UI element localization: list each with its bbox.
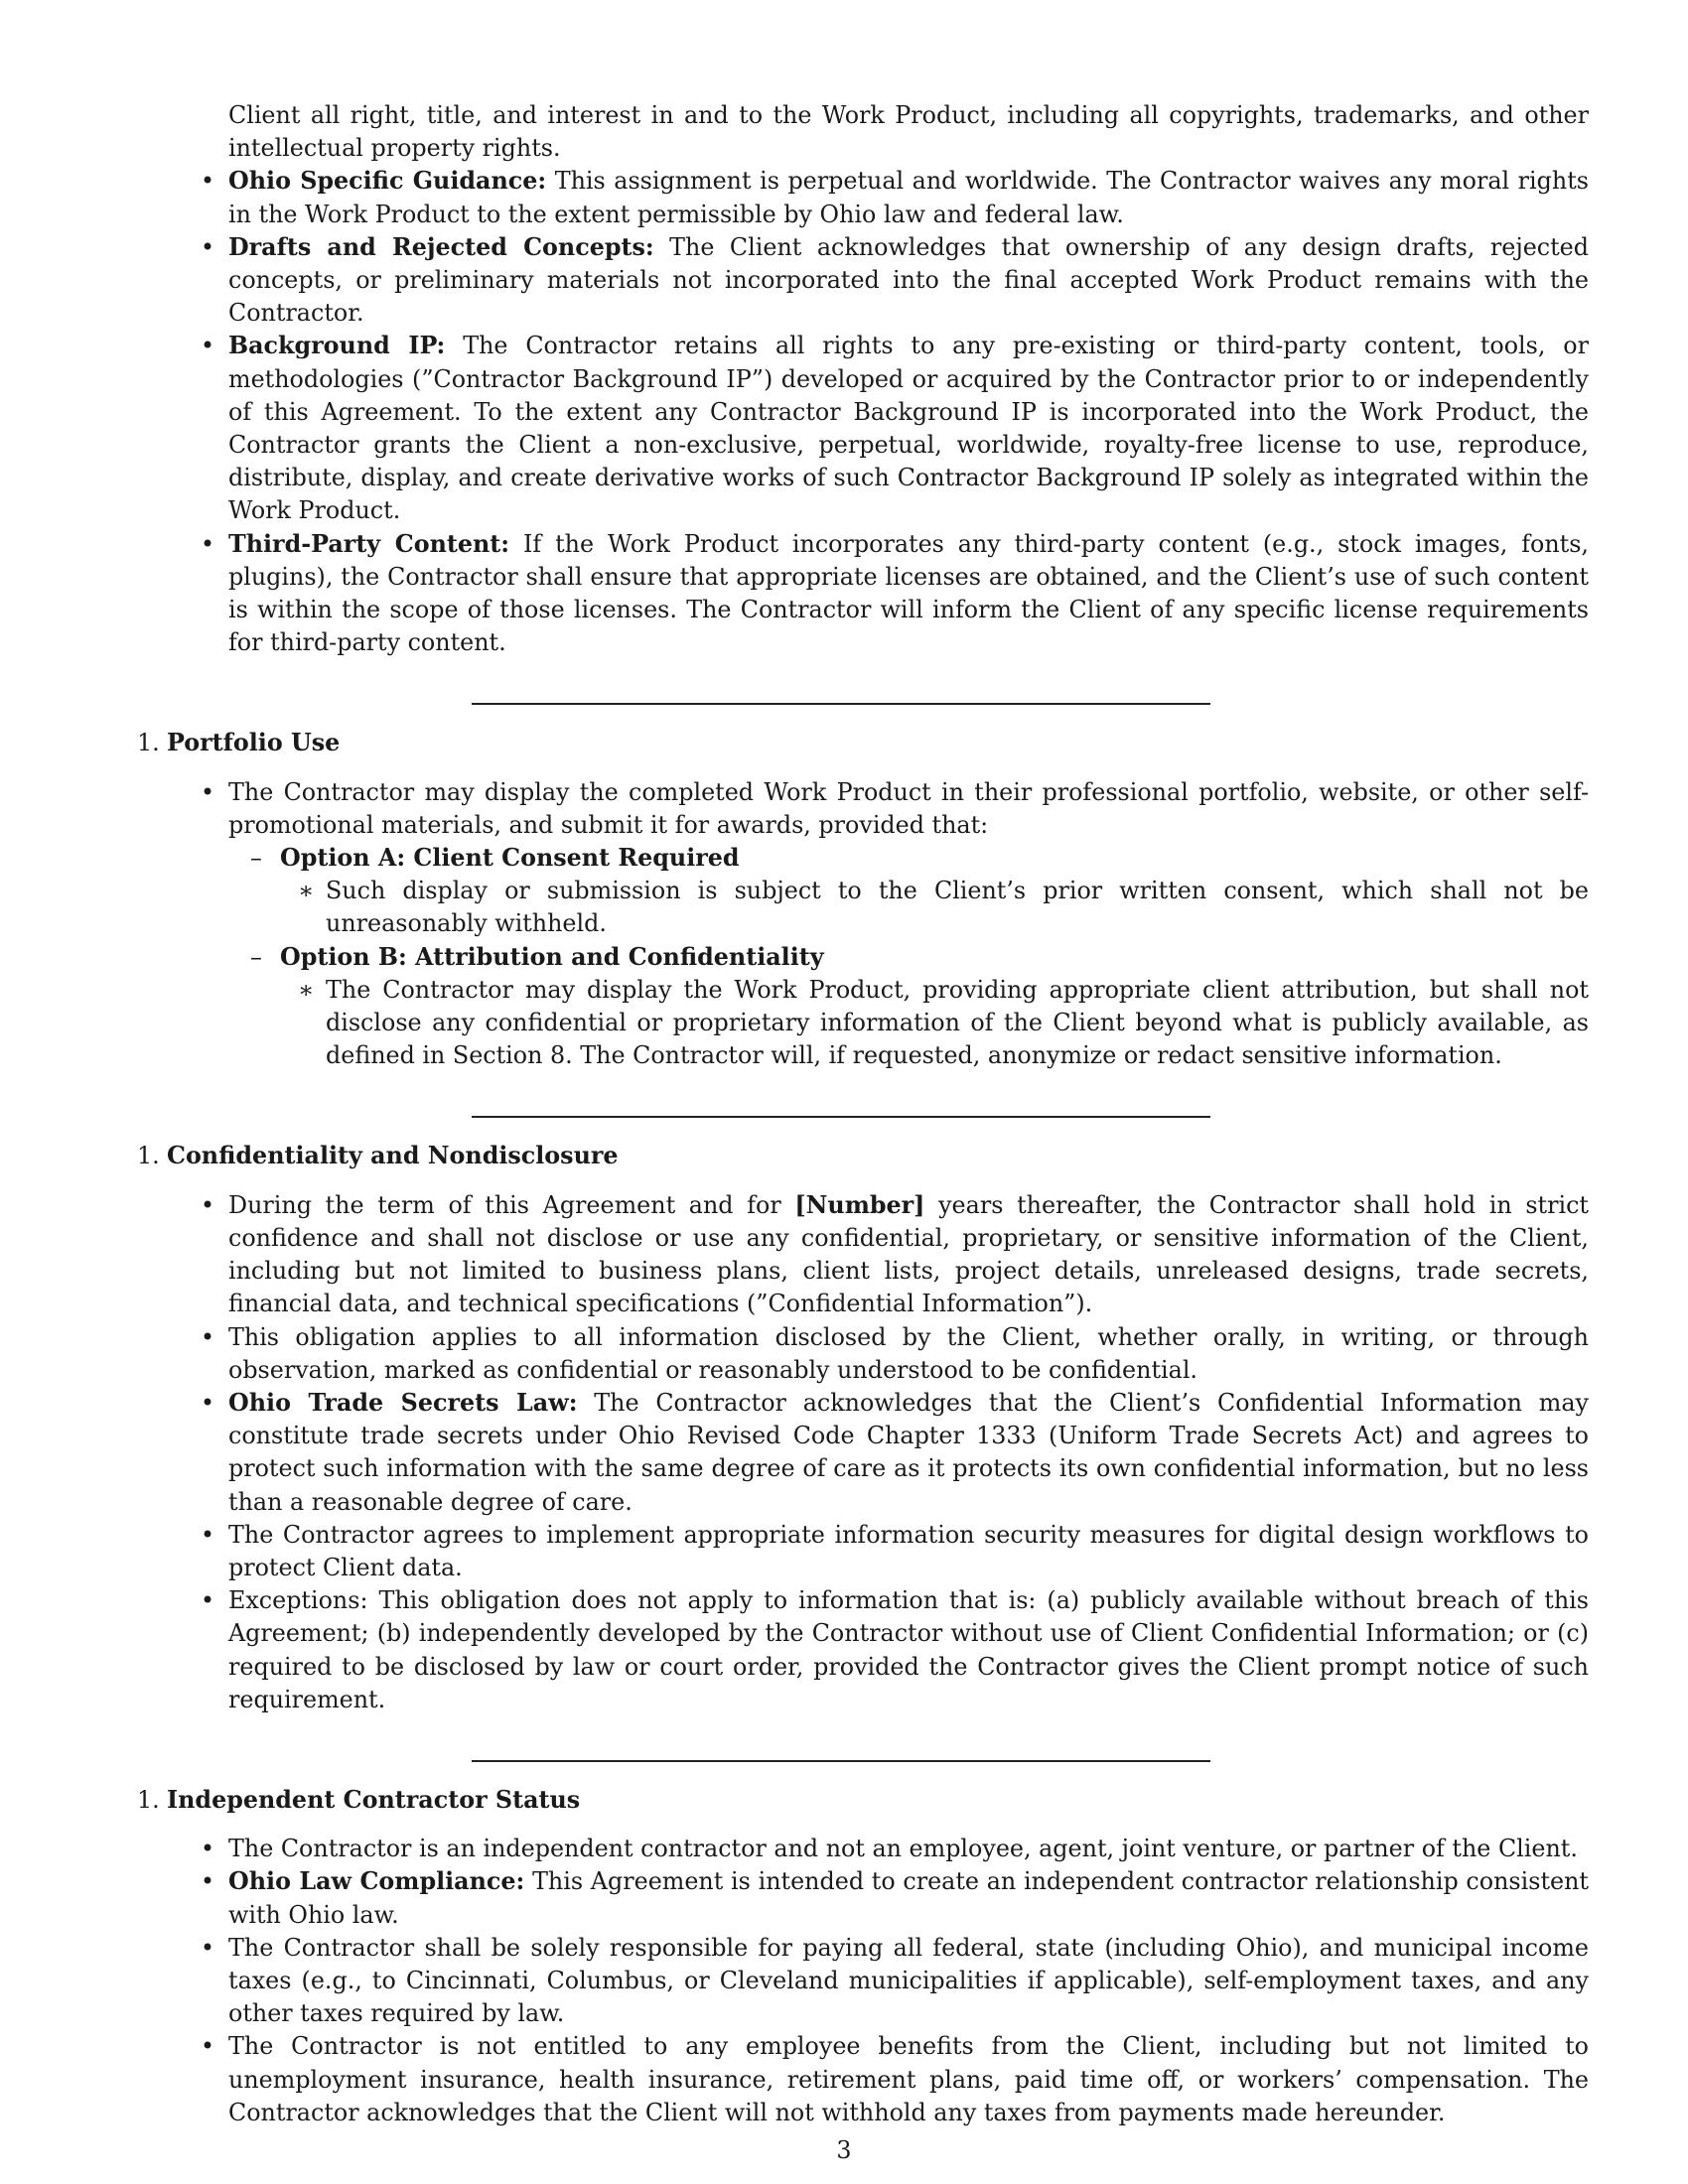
bullet-label: Ohio Specific Guidance: <box>228 167 547 196</box>
bullet-label: Background IP: <box>228 332 446 360</box>
section-divider <box>472 703 1210 705</box>
section-number: 1. <box>137 1785 160 1814</box>
list-item: • Exceptions: This obligation does not apply to information that is: (a) publicly available without breach of this Agreement; (b) independently developed by the Contractor without use of Client Confidential Information; or (c) required to be disclosed by law or court order, provided the Contractor gives the Client prompt notice of such requirement. <box>129 1584 1589 1716</box>
bullet-label: Ohio Trade Secrets Law: <box>228 1388 578 1417</box>
bullet-label: Drafts and Rejected Concepts: <box>228 232 654 261</box>
section-number: 1. <box>137 1142 160 1170</box>
list-item: • The Contractor shall be solely responsible for paying all federal, state (including Ohio), and municipal income taxes (e.g., to Cincinnati, Columbus, or Cleveland municipalities if applicable), self-employment taxes, and any other taxes required by law. <box>129 1932 1589 2031</box>
placeholder-number: [Number] <box>794 1190 925 1219</box>
section-divider <box>472 1760 1210 1762</box>
section-heading-confidentiality <box>129 1140 1589 1172</box>
ip-continuation: Client all right, title, and interest in and to the Work Product, including all copyrights, trademarks, and other intellectual property rights. <box>228 101 1589 163</box>
section-title: Portfolio Use <box>167 729 341 757</box>
document-body <box>129 99 1589 2129</box>
bullet-label: Ohio Law Compliance: <box>228 1867 525 1896</box>
list-item: • The Contractor may display the completed Work Product in their professional portfolio, website, or other self-promotional materials, and submit it for awards, provided that: <box>129 776 1589 842</box>
list-item: • Background IP: The Contractor retains all rights to any pre-existing or third-party content, tools, or methodologies (”Contractor Background IP”) developed or acquired by the Contractor prior to or independently of this Agreement. To the extent any Contractor Background IP is incorporated into the Work Product, the Contractor grants the Client a non-exclusive, perpetual, worldwide, royalty-free license to use, reproduce, distribute, display, and create derivative works of such Contractor Background IP solely as integrated within the Work Product. <box>129 330 1589 527</box>
confidentiality-bullets <box>129 1189 1589 1716</box>
option-b-heading: – Option B: Attribution and Confidentiality <box>129 941 1589 974</box>
bullet-label: Third-Party Content: <box>228 529 510 558</box>
section-heading-portfolio <box>129 727 1589 759</box>
list-item: • Ohio Specific Guidance: This assignment is perpetual and worldwide. The Contractor waives any moral rights in the Work Product to the extent permissible by Ohio law and federal law. <box>129 165 1589 230</box>
list-item: • During the term of this Agreement and for [Number] years thereafter, the Contractor shall hold in strict confidence and shall not disclose or use any confidential, proprietary, or sensitive information of the Client, including but not limited to business plans, client lists, project details, unreleased designs, trade secrets, financial data, and technical specifications (”Confidential Information”). <box>129 1189 1589 1321</box>
section-heading-independent <box>129 1784 1589 1817</box>
list-item: • Ohio Trade Secrets Law: The Contractor acknowledges that the Client’s Confidential Information may constitute trade secrets under Ohio Revised Code Chapter 1333 (Uniform Trade Secrets Act) and agrees to protect such information with the same degree of care as it protects its own confidential information, but no less than a reasonable degree of care. <box>129 1387 1589 1519</box>
independent-bullets <box>129 1833 1589 2129</box>
portfolio-bullets <box>129 776 1589 1073</box>
list-item: • Ohio Law Compliance: This Agreement is intended to create an independent contractor relationship consistent with Ohio law. <box>129 1865 1589 1931</box>
option-b-text: ∗ The Contractor may display the Work Product, providing appropriate client attribution, but shall not disclose any confidential or proprietary information of the Client beyond what is publicly available, as defined in Section 8. The Contractor will, if requested, anonymize or redact sensitive information. <box>129 974 1589 1073</box>
list-item: • Drafts and Rejected Concepts: The Client acknowledges that ownership of any design drafts, rejected concepts, or preliminary materials not incorporated into the final accepted Work Product remains with the Contractor. <box>129 231 1589 331</box>
section-divider <box>472 1116 1210 1118</box>
section-number: 1. <box>137 729 160 757</box>
section-title: Confidentiality and Nondisclosure <box>167 1142 619 1170</box>
option-a-text: ∗ Such display or submission is subject to the Client’s prior written consent, which shall not be unreasonably withheld. <box>129 875 1589 940</box>
option-a-heading: – Option A: Client Consent Required <box>129 842 1589 875</box>
ip-bullets <box>129 99 1589 659</box>
list-item: • The Contractor is not entitled to any employee benefits from the Client, including but not limited to unemployment insurance, health insurance, retirement plans, paid time off, or workers’ compensation. The Contractor acknowledges that the Client will not withhold any taxes from payments made hereunder. <box>129 2030 1589 2129</box>
page-number: 3 <box>836 2136 852 2164</box>
list-item: • The Contractor agrees to implement appropriate information security measures for digital design workflows to protect Client data. <box>129 1519 1589 1584</box>
list-item: • The Contractor is an independent contractor and not an employee, agent, joint venture, or partner of the Client. <box>129 1833 1589 1865</box>
list-item: • Third-Party Content: If the Work Product incorporates any third-party content (e.g., stock images, fonts, plugins), the Contractor shall ensure that appropriate licenses are obtained, and the Client’s use of such content is within the scope of those licenses. The Contractor will inform the Client of any specific license requirements for third-party content. <box>129 528 1589 660</box>
section-title: Independent Contractor Status <box>167 1785 581 1814</box>
list-item: • This obligation applies to all information disclosed by the Client, whether orally, in writing, or through observation, marked as confidential or reasonably understood to be confidential. <box>129 1321 1589 1387</box>
